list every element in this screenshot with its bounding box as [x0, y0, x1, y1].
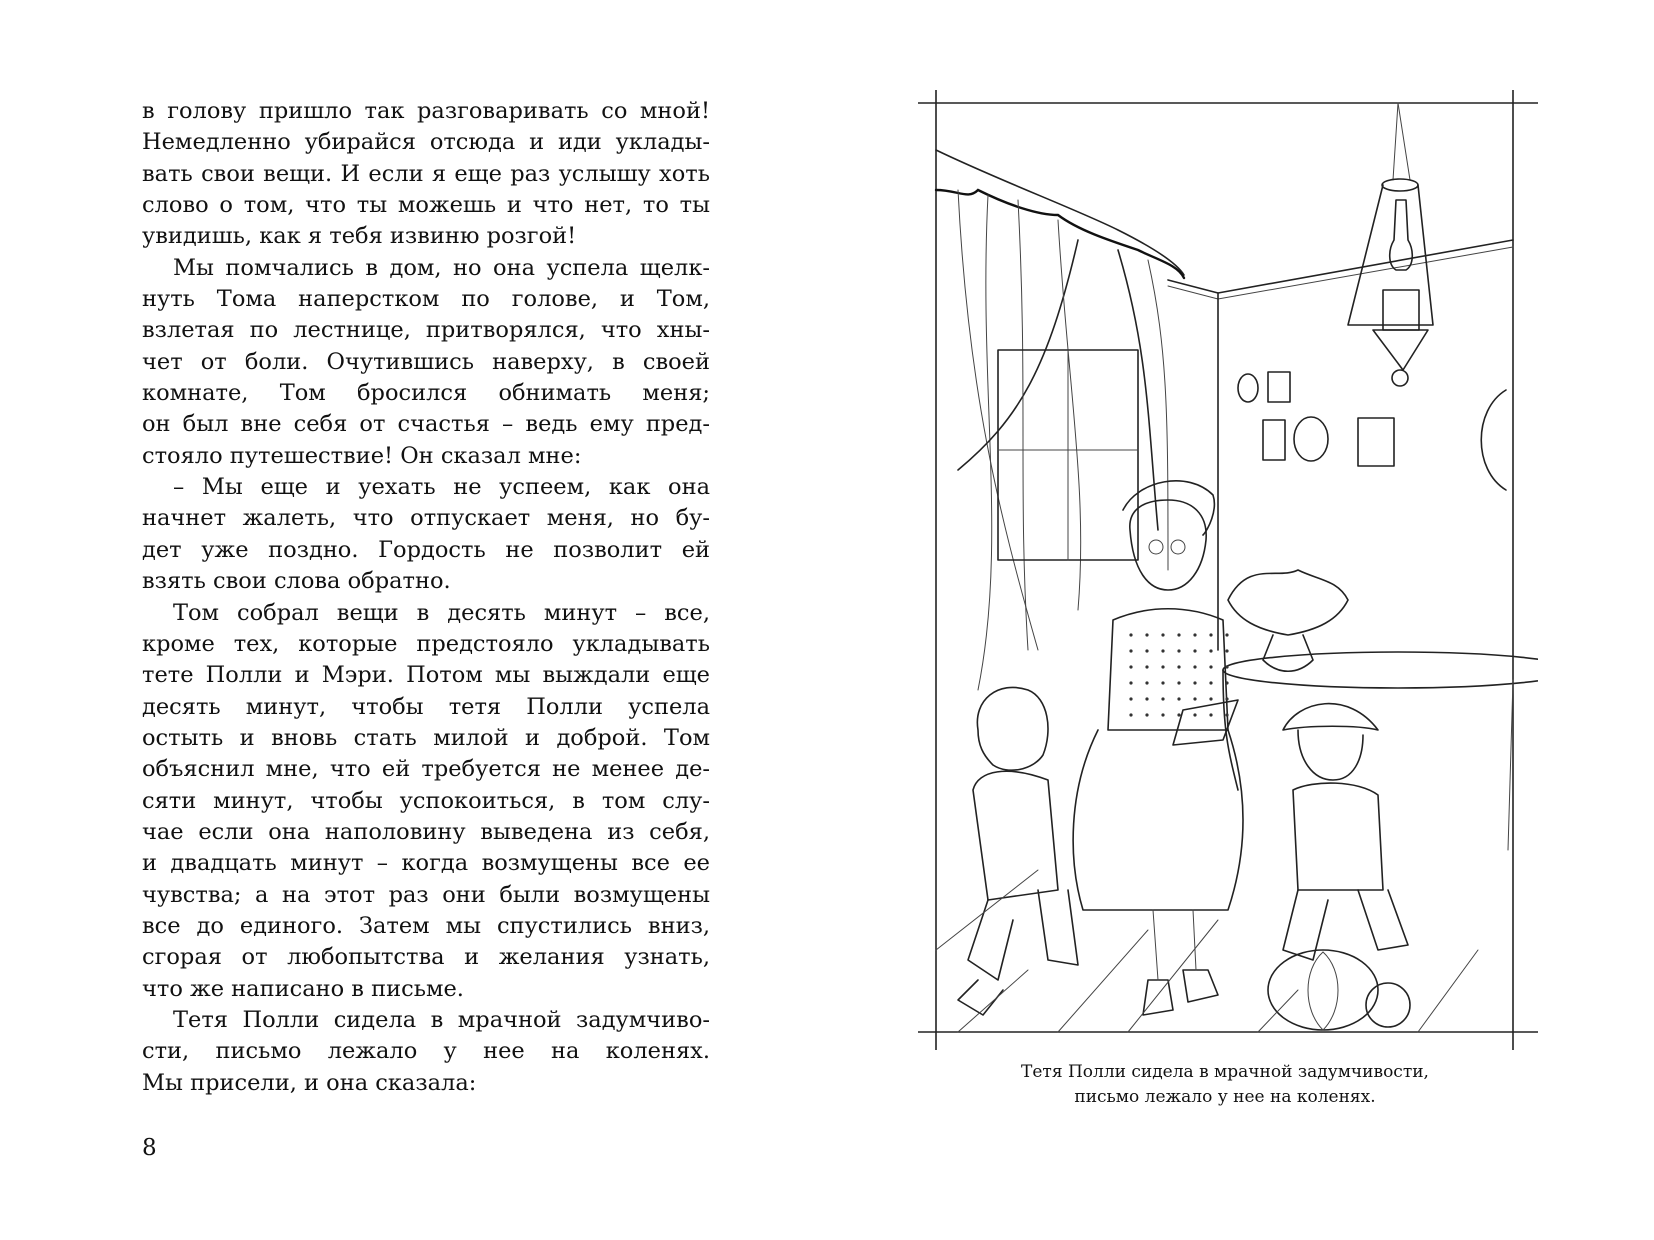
text-line: увидишь, как я тебя извиню розгой! [142, 223, 577, 250]
illustration-caption [936, 1060, 1514, 1110]
dress-dot [1177, 633, 1180, 636]
dress-dot [1129, 649, 1132, 652]
dress-dot [1129, 681, 1132, 684]
dress-dot [1177, 697, 1180, 700]
dress-dot [1161, 665, 1164, 668]
dress-dot [1145, 681, 1148, 684]
plank-floor [936, 870, 1478, 1032]
text-line: чет от боли. Очутившись наверху, в своей [142, 348, 710, 375]
text-line: тете Полли и Мэри. Потом мы выждали еще [142, 662, 710, 689]
text-line: вать свои вещи. И если я еще раз услышу хоть [142, 160, 710, 187]
dress-dot [1225, 633, 1228, 636]
dress-dot [1177, 649, 1180, 652]
text-line: Мы присели, и она сказала: [142, 1069, 477, 1096]
text-line: слово о том, что ты можешь и что нет, то ты [142, 192, 710, 219]
text-line: что же написано в письме. [142, 975, 464, 1002]
text-line: в голову пришло так разговаривать со мной! [142, 98, 710, 124]
dress-dot [1129, 633, 1132, 636]
text-line: кроме тех, которые предстояло укладывать [142, 630, 710, 657]
dress-dot [1129, 697, 1132, 700]
text-line: Тетя Полли сидела в мрачной задумчиво- [173, 1006, 710, 1033]
text-line: стояло путешествие! Он сказал мне: [142, 442, 582, 469]
text-line: остыть и вновь стать милой и доброй. Том [142, 724, 710, 751]
text-line: взлетая по лестнице, притворялся, что хны- [142, 317, 710, 344]
page-number: 8 [142, 1135, 157, 1161]
boy-right-with-hat [1283, 704, 1408, 960]
text-line: десять минут, чтобы тетя Полли успела [142, 693, 710, 720]
dress-dot [1193, 713, 1196, 716]
text-line: Том собрал вещи в десять минут – все, [173, 599, 710, 626]
dress-dot [1145, 649, 1148, 652]
window [998, 350, 1138, 560]
wall-portraits [1238, 372, 1506, 490]
text-line: чувства; а на этот раз они были возмущены [142, 881, 710, 908]
caption-line: письмо лежало у нее на коленях. [1074, 1087, 1376, 1107]
dress-dot [1193, 665, 1196, 668]
text-line: сяти минут, чтобы успокоиться, в том слу- [142, 787, 710, 814]
text-line: объяснил мне, что ей требуется не менее де- [142, 756, 710, 783]
curtains [936, 150, 1184, 690]
dress-dot [1145, 633, 1148, 636]
dress-dot [1209, 649, 1212, 652]
dress-dot [1161, 713, 1164, 716]
text-line: нуть Тома наперстком по голове, и Том, [142, 286, 710, 313]
dress-dot [1209, 665, 1212, 668]
text-line: сти, письмо лежало у нее на коленях. [142, 1038, 710, 1065]
dress-dot [1177, 713, 1180, 716]
text-line: дет уже поздно. Гордость не позволит ей [142, 536, 710, 563]
dress-dot [1209, 633, 1212, 636]
dress-dot [1225, 681, 1228, 684]
dress-dot [1193, 697, 1196, 700]
illustration [918, 90, 1538, 1050]
dress-dot [1145, 665, 1148, 668]
dress-dot [1177, 665, 1180, 668]
dress-dot [1225, 713, 1228, 716]
text-line: взять свои слова обратно. [142, 568, 451, 595]
text-line: Немедленно убирайся отсюда и иди уклады- [142, 129, 710, 156]
dress-dot [1209, 713, 1212, 716]
room-walls [1168, 240, 1513, 650]
dress-dot [1177, 681, 1180, 684]
text-line: он был вне себя от счастья – ведь ему пред- [142, 411, 710, 438]
dress-dot [1161, 681, 1164, 684]
dress-dot [1129, 665, 1132, 668]
text-line: Мы помчались в дом, но она успела щелк- [173, 254, 710, 281]
dress-dot [1193, 681, 1196, 684]
dress-dot [1193, 633, 1196, 636]
left-page-text [142, 96, 710, 1099]
caption-line: Тетя Полли сидела в мрачной задумчивости, [1021, 1062, 1429, 1082]
dress-dot [1161, 697, 1164, 700]
pumpkin [1268, 950, 1410, 1030]
dress-dot [1129, 713, 1132, 716]
dress-dot [1225, 697, 1228, 700]
dress-dot [1161, 649, 1164, 652]
text-line: сгорая от любопытства и желания узнать, [142, 944, 710, 971]
dress-dot [1209, 681, 1212, 684]
boy-left [958, 687, 1078, 1015]
text-line: и двадцать минут – когда возмущены все ее [142, 850, 710, 877]
illustration-frame [918, 90, 1538, 1050]
illustration-drawing [918, 90, 1538, 1050]
dress-dot [1209, 697, 1212, 700]
text-line: начнет жалеть, что отпускает меня, но бу- [142, 505, 710, 532]
dress-dot [1225, 649, 1228, 652]
dress-dot [1145, 697, 1148, 700]
hanging-oil-lamp [1348, 103, 1433, 386]
text-line: все до единого. Затем мы спустились вниз, [142, 912, 710, 939]
dress-dot [1193, 649, 1196, 652]
text-line: комнате, Том бросился обнимать меня; [142, 380, 710, 407]
dress-dot [1145, 713, 1148, 716]
dress-dot [1225, 665, 1228, 668]
text-line: чае если она наполовину выведена из себя, [142, 818, 710, 845]
round-table [1223, 652, 1538, 850]
dress-dot [1161, 633, 1164, 636]
text-line: – Мы еще и уехать не успеем, как она [173, 474, 710, 501]
